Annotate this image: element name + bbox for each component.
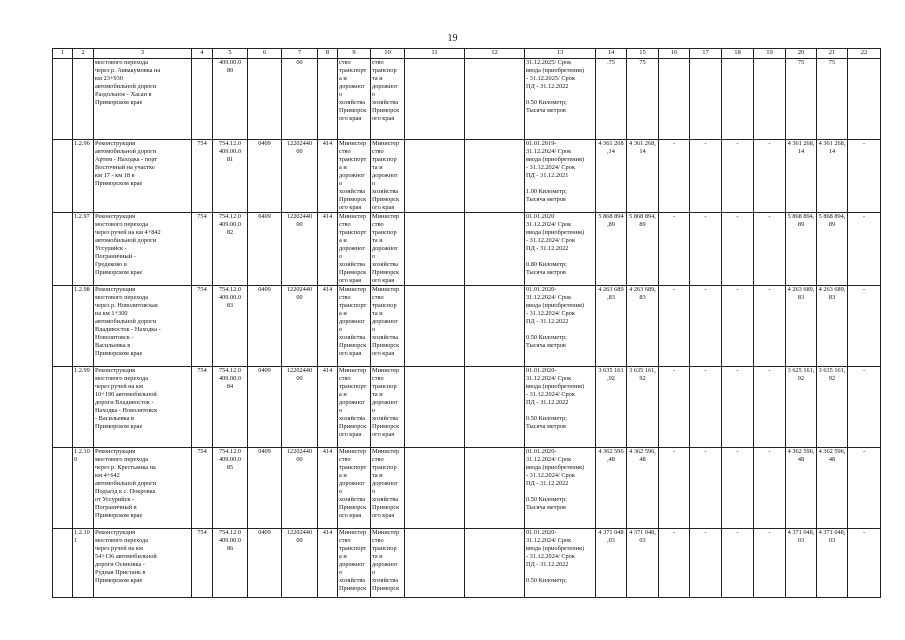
column-number-20: 20 — [786, 49, 817, 59]
funding-total: 5 868 894, 89 — [817, 213, 848, 286]
section-code: 0409 — [248, 448, 282, 529]
col-22 — [848, 59, 881, 140]
column-number-6: 6 — [248, 49, 282, 59]
deadlines-capacity: 01.01.2020 31.12.2024/ Срок ввода (приобретения) - 31.12.2024/ Срок ПД - 31.12.2022 0.80 Километр; Тысяча метров — [525, 213, 596, 286]
item-code: 1.2.96 — [73, 140, 94, 213]
total-cost: 3 635 161 ,92 — [596, 367, 627, 448]
column-number-12: 12 — [465, 49, 525, 59]
funding-2023: 4 362 596, 48 — [786, 448, 817, 529]
column-number-22: 22 — [848, 49, 881, 59]
column-number-15: 15 — [627, 49, 659, 59]
developer: Министер ство транспор та и дорожног о хозяйства Приморск ого края — [371, 213, 405, 286]
column-number-9: 9 — [338, 49, 371, 59]
section-code: 0409 — [248, 140, 282, 213]
total-financing: 4 362 596, 48 — [627, 448, 659, 529]
type-code: 414 — [318, 140, 338, 213]
ministry-code: 754 — [192, 213, 213, 286]
type-code: 414 — [318, 213, 338, 286]
target-code: 754.12.0 409.00.0 84 — [213, 367, 248, 448]
col-18: - — [722, 213, 754, 286]
col-22: - — [848, 286, 881, 367]
target-code: 409.00.0 80 — [213, 59, 248, 140]
col-16: - — [659, 213, 690, 286]
item-code: 1.2.98 — [73, 286, 94, 367]
col-11 — [405, 213, 465, 286]
col-17: - — [690, 367, 722, 448]
row-number — [53, 286, 73, 367]
col-12 — [465, 286, 525, 367]
col-12 — [465, 140, 525, 213]
page-number: 19 — [447, 33, 458, 44]
ministry-code: 754 — [192, 286, 213, 367]
col-19: - — [754, 529, 786, 598]
col-22: - — [848, 448, 881, 529]
row-number — [53, 529, 73, 598]
customer: Министер ство транспорт а и дорожног о хозяйства Приморск ого края — [338, 140, 371, 213]
object-name: мостового перехода через р. Аввакумовка на км 23+930 автомобильной дороги Раздольное - Хасан в Приморском крае — [94, 59, 192, 140]
total-cost: .75 — [596, 59, 627, 140]
deadlines-capacity: 01.01.2020- 31.12.2024/ Срок ввода (приобретения) - 31.12.2024/ Срок ПД - 31.12.2022 0.50 Километр; — [525, 529, 596, 598]
funding-2023: 4 361 268, 14 — [786, 140, 817, 213]
col-16: - — [659, 529, 690, 598]
col-11 — [405, 529, 465, 598]
column-number-21: 21 — [817, 49, 848, 59]
developer: Министер ство транспор та и дорожног о хозяйства Приморск ого края — [371, 367, 405, 448]
object-name: Реконструкция мостового перехода через ручей на км 10+190 автомобильной дороги Владивосток - Находка - Новолитовск - Васильевка в Приморском крае — [94, 367, 192, 448]
ministry-code — [192, 59, 213, 140]
developer: Министер ство транспор та и дорожног о хозяйства Приморск — [371, 529, 405, 598]
col-11 — [405, 140, 465, 213]
column-number-11: 11 — [405, 49, 465, 59]
ministry-code: 754 — [192, 448, 213, 529]
funding-2023: 4 371 048, 03 — [786, 529, 817, 598]
col-12 — [465, 59, 525, 140]
col-22: - — [848, 529, 881, 598]
column-number-8: 8 — [318, 49, 338, 59]
col-18: - — [722, 286, 754, 367]
total-cost: 4 361 268 ,14 — [596, 140, 627, 213]
expense-code: 00 — [282, 59, 318, 140]
funding-2023: 3 625 161, 92 — [786, 367, 817, 448]
col-17: - — [690, 286, 722, 367]
expense-code: 12202440 00 — [282, 448, 318, 529]
developer: Министер ство транспор та и дорожног о хозяйства Приморск ого края — [371, 286, 405, 367]
column-number-3: 3 — [94, 49, 192, 59]
funding-2023: 75 — [786, 59, 817, 140]
type-code — [318, 59, 338, 140]
col-19: - — [754, 213, 786, 286]
deadlines-capacity: 01.01.2020- 31.12.2024/ Срок ввода (приобретения) - 31.12.2024/ Срок ПД - 31.12.2022 0.50 Километр; Тысяча метров — [525, 367, 596, 448]
total-cost: 4 362 596 ,48 — [596, 448, 627, 529]
section-code: 0409 — [248, 529, 282, 598]
deadlines-capacity: 01.01.2019- 31.12.2024/ Срок ввода (приобретения) - 31.12.2024/ Срок ПД - 31.12.2021 1.00 Километр; Тысяча метров — [525, 140, 596, 213]
col-16: - — [659, 367, 690, 448]
total-financing: 75 — [627, 59, 659, 140]
table-row — [53, 529, 881, 598]
funding-total: 4 371 048, 03 — [817, 529, 848, 598]
column-number-row — [53, 49, 881, 59]
total-cost: 5 868 894 ,89 — [596, 213, 627, 286]
col-18: - — [722, 367, 754, 448]
col-11 — [405, 367, 465, 448]
target-code: 754.12.0 409.00.0 81 — [213, 140, 248, 213]
funding-total: 4 361 268, 14 — [817, 140, 848, 213]
col-22: - — [848, 213, 881, 286]
column-number-1: 1 — [53, 49, 73, 59]
customer: Министер ство транспорт а и дорожног о хозяйства Приморск ого края — [338, 286, 371, 367]
funding-2023: 5 868 894, 89 — [786, 213, 817, 286]
customer: ство транспорт а и дорожног о хозяйства Приморск ого края — [338, 59, 371, 140]
table-row — [53, 286, 881, 367]
developer: ство транспор та и дорожног о хозяйства Приморск ого края — [371, 59, 405, 140]
ministry-code: 754 — [192, 367, 213, 448]
item-code: 1.2.99 — [73, 367, 94, 448]
type-code: 414 — [318, 286, 338, 367]
column-number-10: 10 — [371, 49, 405, 59]
expense-code: 12202440 00 — [282, 286, 318, 367]
col-22: - — [848, 367, 881, 448]
section-code — [248, 59, 282, 140]
col-18: - — [722, 448, 754, 529]
col-19 — [754, 59, 786, 140]
object-name: Реконструкция автомобильной дороги Артем - Находка - порт Восточный на участке км 17 - км 18 в Приморском крае — [94, 140, 192, 213]
expense-code: 12202440 00 — [282, 140, 318, 213]
table-row — [53, 367, 881, 448]
col-17: - — [690, 140, 722, 213]
object-name: Реконструкция мостового перехода через ручей на км 4+842 автомобильной дороги Уссурийск - Пограничный - Гродеково в Приморском крае — [94, 213, 192, 286]
total-financing: 4 371 048, 03 — [627, 529, 659, 598]
table-row — [53, 59, 881, 140]
column-number-18: 18 — [722, 49, 754, 59]
col-12 — [465, 213, 525, 286]
col-18: - — [722, 529, 754, 598]
row-number — [53, 140, 73, 213]
table-row — [53, 140, 881, 213]
object-name: Реконструкция мостового перехода через ручей на км 54+136 автомобильной дороги Осиновка - Рудная Пристань в Приморском крае — [94, 529, 192, 598]
customer: Министер ство транспорт а и дорожног о хозяйства Приморск — [338, 529, 371, 598]
funding-total: 3 635 161, 92 — [817, 367, 848, 448]
funding-2023: 4 263 689, 83 — [786, 286, 817, 367]
col-11 — [405, 59, 465, 140]
row-number — [53, 367, 73, 448]
row-number — [53, 448, 73, 529]
target-code: 754.12.0 409.00.0 86 — [213, 529, 248, 598]
col-11 — [405, 448, 465, 529]
total-financing: 3 635 161, 92 — [627, 367, 659, 448]
customer: Министер ство транспорт а и дорожног о хозяйства Приморск ого края — [338, 213, 371, 286]
column-number-7: 7 — [282, 49, 318, 59]
funding-total: 75 — [817, 59, 848, 140]
col-19: - — [754, 448, 786, 529]
total-cost: 4 263 689 ,83 — [596, 286, 627, 367]
col-22: - — [848, 140, 881, 213]
column-number-2: 2 — [73, 49, 94, 59]
col-17: - — [690, 448, 722, 529]
col-17: - — [690, 529, 722, 598]
col-16: - — [659, 140, 690, 213]
deadlines-capacity: 01.01.2020- 31.12.2024/ Срок ввода (приобретения) - 31.12.2024/ Срок ПД - 31.12.2022 0.50 Километр; Тысяча метров — [525, 448, 596, 529]
col-19: - — [754, 286, 786, 367]
col-17 — [690, 59, 722, 140]
col-19: - — [754, 367, 786, 448]
expense-code: 12202440 00 — [282, 529, 318, 598]
total-financing: 4 361 268, 14 — [627, 140, 659, 213]
total-financing: 5 868 894, 89 — [627, 213, 659, 286]
col-16 — [659, 59, 690, 140]
col-12 — [465, 448, 525, 529]
col-18: - — [722, 140, 754, 213]
column-number-14: 14 — [596, 49, 627, 59]
col-12 — [465, 529, 525, 598]
item-code: 1.2.97 — [73, 213, 94, 286]
customer: Министер ство транспорт а и дорожног о хозяйства Приморск ого края — [338, 367, 371, 448]
developer: Министер ство транспор та и дорожног о хозяйства Приморск ого края — [371, 448, 405, 529]
section-code: 0409 — [248, 213, 282, 286]
column-number-4: 4 — [192, 49, 213, 59]
table-row — [53, 448, 881, 529]
col-17: - — [690, 213, 722, 286]
row-number — [53, 59, 73, 140]
column-number-17: 17 — [690, 49, 722, 59]
row-number — [53, 213, 73, 286]
column-number-13: 13 — [525, 49, 596, 59]
target-code: 754.12.0 409.00.0 82 — [213, 213, 248, 286]
col-16: - — [659, 448, 690, 529]
item-code: 1.2.10 0 — [73, 448, 94, 529]
section-code: 0409 — [248, 367, 282, 448]
table-row — [53, 213, 881, 286]
developer: Министер ство транспор та и дорожног о хозяйства Приморск ого края — [371, 140, 405, 213]
item-code: 1.2.10 1 — [73, 529, 94, 598]
type-code: 414 — [318, 367, 338, 448]
deadlines-capacity: 31.12.2025/ Срок ввода (приобретения) - 31.12.2025/ Срок ПД - 31.12.2022 0.50 Километр; Тысяча метров — [525, 59, 596, 140]
funding-total: 4 263 689, 83 — [817, 286, 848, 367]
col-19: - — [754, 140, 786, 213]
budget-table — [52, 48, 881, 598]
col-18 — [722, 59, 754, 140]
col-16: - — [659, 286, 690, 367]
object-name: Реконструкция мостового перехода через р. Новолитовская на км 1+300 автомобильной дороги Владивосток - Находка - Новолитовск - Васильевка в Приморском крае — [94, 286, 192, 367]
type-code: 414 — [318, 529, 338, 598]
total-cost: 4 371 048 ,03 — [596, 529, 627, 598]
target-code: 754.12.0 409.00.0 85 — [213, 448, 248, 529]
type-code: 414 — [318, 448, 338, 529]
expense-code: 12202440 00 — [282, 367, 318, 448]
column-number-16: 16 — [659, 49, 690, 59]
ministry-code: 754 — [192, 140, 213, 213]
target-code: 754.12.0 409.00.0 83 — [213, 286, 248, 367]
expense-code: 12202440 00 — [282, 213, 318, 286]
col-12 — [465, 367, 525, 448]
object-name: Реконструкция мостового перехода через р. Крестьянка на км 4+642 автомобильной дороги Подъезд к с. Покровка от Уссурийск - Пограничный в Приморском крае — [94, 448, 192, 529]
funding-total: 4 362 596, 48 — [817, 448, 848, 529]
total-financing: 4 263 689, 83 — [627, 286, 659, 367]
ministry-code: 754 — [192, 529, 213, 598]
customer: Министер ство транспорт а и дорожног о хозяйства Приморск ого края — [338, 448, 371, 529]
column-number-19: 19 — [754, 49, 786, 59]
column-number-5: 5 — [213, 49, 248, 59]
section-code: 0409 — [248, 286, 282, 367]
col-11 — [405, 286, 465, 367]
item-code — [73, 59, 94, 140]
deadlines-capacity: 01.01.2020- 31.12.2024/ Срок ввода (приобретения) - 31.12.2024/ Срок ПД - 31.12.2022 0.50 Километр; Тысяча метров — [525, 286, 596, 367]
